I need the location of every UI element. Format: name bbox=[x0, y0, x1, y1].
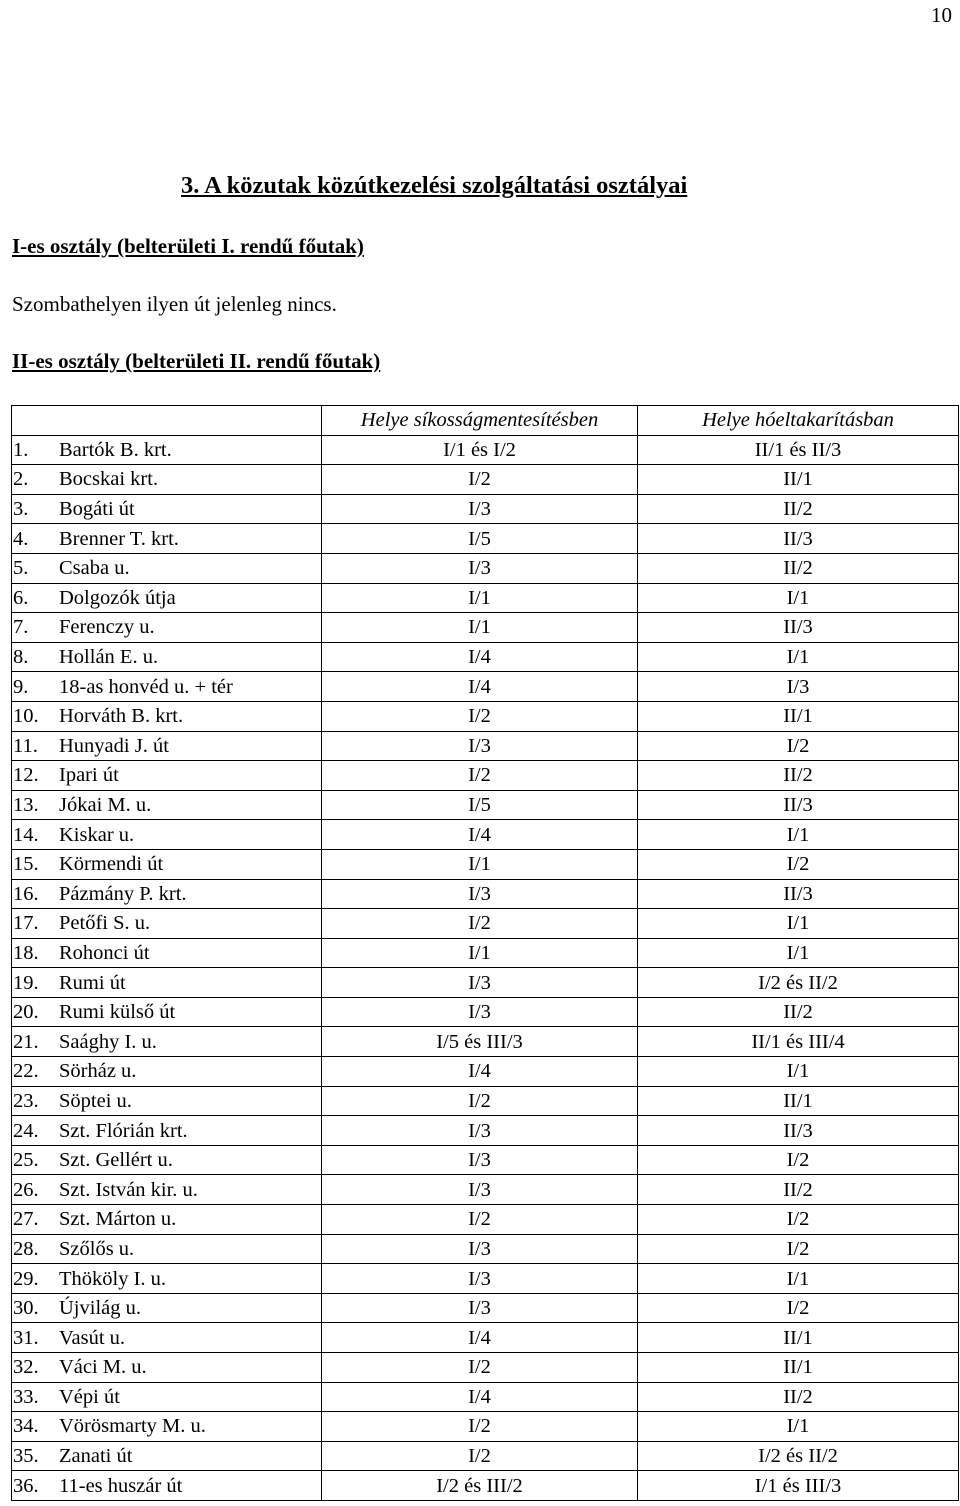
deicing-class-cell: I/3 bbox=[322, 1264, 638, 1294]
deicing-class-cell: I/1 bbox=[322, 849, 638, 879]
road-name-cell bbox=[12, 849, 322, 879]
road-name: Ipari út bbox=[59, 764, 119, 787]
table-row bbox=[12, 1175, 959, 1205]
snow-removal-class-cell: I/1 bbox=[638, 1264, 959, 1294]
table-row bbox=[12, 1145, 959, 1175]
deicing-class-cell: I/5 bbox=[322, 524, 638, 554]
deicing-class-cell: I/3 bbox=[322, 494, 638, 524]
row-number: 6. bbox=[13, 586, 29, 609]
header-road bbox=[12, 406, 322, 436]
row-number: 3. bbox=[13, 498, 29, 521]
road-name: Dolgozók útja bbox=[59, 586, 176, 609]
deicing-class-cell: I/2 bbox=[322, 1086, 638, 1116]
row-number: 16. bbox=[13, 882, 39, 905]
table-header-row bbox=[12, 406, 959, 436]
table-row bbox=[12, 761, 959, 791]
road-name-cell bbox=[12, 435, 322, 465]
snow-removal-class-cell: I/2 bbox=[638, 849, 959, 879]
row-number: 25. bbox=[13, 1149, 39, 1172]
snow-removal-class-cell: II/1 és II/3 bbox=[638, 435, 959, 465]
road-name: Hunyadi J. út bbox=[59, 734, 169, 757]
road-name: Petőfi S. u. bbox=[59, 912, 151, 935]
road-name-cell bbox=[12, 1293, 322, 1323]
road-name: Körmendi út bbox=[59, 853, 164, 876]
table-row bbox=[12, 731, 959, 761]
snow-removal-class-cell: II/2 bbox=[638, 553, 959, 583]
snow-removal-class-cell: II/3 bbox=[638, 524, 959, 554]
snow-removal-class-cell: II/2 bbox=[638, 997, 959, 1027]
table-row bbox=[12, 879, 959, 909]
road-name: Vasút u. bbox=[59, 1326, 126, 1349]
road-name: Szt. Gellért u. bbox=[59, 1149, 173, 1172]
row-number: 31. bbox=[13, 1326, 39, 1349]
table-row bbox=[12, 583, 959, 613]
road-name-cell bbox=[12, 1175, 322, 1205]
deicing-class-cell: I/2 bbox=[322, 465, 638, 495]
road-name-cell bbox=[12, 1323, 322, 1353]
table-row bbox=[12, 1293, 959, 1323]
row-number: 19. bbox=[13, 971, 39, 994]
roads-table bbox=[11, 405, 959, 1501]
deicing-class-cell: I/3 bbox=[322, 1116, 638, 1146]
deicing-class-cell: I/4 bbox=[322, 1057, 638, 1087]
road-name: Jókai M. u. bbox=[59, 794, 152, 817]
road-name: Horváth B. krt. bbox=[59, 705, 184, 728]
snow-removal-class-cell: II/1 bbox=[638, 1086, 959, 1116]
road-name-cell bbox=[12, 1145, 322, 1175]
table-row bbox=[12, 1471, 959, 1501]
header-deicing: Helye síkosságmentesítésben bbox=[322, 406, 638, 436]
table-row bbox=[12, 938, 959, 968]
class-1-text: Szombathelyen ilyen út jelenleg nincs. bbox=[12, 292, 337, 316]
row-number: 1. bbox=[13, 438, 29, 461]
snow-removal-class-cell: II/2 bbox=[638, 761, 959, 791]
deicing-class-cell: I/2 és III/2 bbox=[322, 1471, 638, 1501]
table-row bbox=[12, 701, 959, 731]
deicing-class-cell: I/3 bbox=[322, 968, 638, 998]
deicing-class-cell: I/4 bbox=[322, 642, 638, 672]
row-number: 20. bbox=[13, 1001, 39, 1024]
deicing-class-cell: I/3 bbox=[322, 1145, 638, 1175]
road-name: Brenner T. krt. bbox=[59, 527, 179, 550]
snow-removal-class-cell: I/1 bbox=[638, 583, 959, 613]
road-name: Pázmány P. krt. bbox=[59, 882, 187, 905]
road-name: Újvilág u. bbox=[59, 1297, 141, 1320]
snow-removal-class-cell: II/2 bbox=[638, 1382, 959, 1412]
snow-removal-class-cell: I/1 bbox=[638, 820, 959, 850]
road-name: 18-as honvéd u. + tér bbox=[59, 675, 233, 698]
road-name: Vörösmarty M. u. bbox=[59, 1415, 206, 1438]
row-number: 9. bbox=[13, 675, 29, 698]
road-name-cell bbox=[12, 494, 322, 524]
road-name: Söptei u. bbox=[59, 1089, 132, 1112]
row-number: 33. bbox=[13, 1385, 39, 1408]
table-row bbox=[12, 1234, 959, 1264]
snow-removal-class-cell: II/3 bbox=[638, 879, 959, 909]
row-number: 35. bbox=[13, 1445, 39, 1468]
deicing-class-cell: I/1 bbox=[322, 938, 638, 968]
table-row bbox=[12, 1412, 959, 1442]
snow-removal-class-cell: I/2 bbox=[638, 1293, 959, 1323]
road-name-cell bbox=[12, 1116, 322, 1146]
snow-removal-class-cell: I/1 bbox=[638, 1057, 959, 1087]
snow-removal-class-cell: I/1 bbox=[638, 642, 959, 672]
deicing-class-cell: I/5 és III/3 bbox=[322, 1027, 638, 1057]
table-row bbox=[12, 790, 959, 820]
page-number: 10 bbox=[931, 3, 952, 27]
road-name-cell bbox=[12, 968, 322, 998]
road-name: Zanati út bbox=[59, 1445, 133, 1468]
road-name-cell bbox=[12, 1471, 322, 1501]
row-number: 27. bbox=[13, 1208, 39, 1231]
table-row bbox=[12, 553, 959, 583]
snow-removal-class-cell: II/2 bbox=[638, 1175, 959, 1205]
road-name: Szt. István kir. u. bbox=[59, 1178, 198, 1201]
snow-removal-class-cell: I/1 bbox=[638, 1412, 959, 1442]
road-name-cell bbox=[12, 879, 322, 909]
road-name-cell bbox=[12, 731, 322, 761]
table-row bbox=[12, 1057, 959, 1087]
deicing-class-cell: I/4 bbox=[322, 1382, 638, 1412]
snow-removal-class-cell: II/1 és III/4 bbox=[638, 1027, 959, 1057]
road-name-cell bbox=[12, 1441, 322, 1471]
road-name: Saághy I. u. bbox=[59, 1030, 157, 1053]
row-number: 2. bbox=[13, 468, 29, 491]
deicing-class-cell: I/4 bbox=[322, 672, 638, 702]
road-name: Szt. Márton u. bbox=[59, 1208, 177, 1231]
road-name: Hollán E. u. bbox=[59, 646, 159, 669]
snow-removal-class-cell: I/3 bbox=[638, 672, 959, 702]
deicing-class-cell: I/3 bbox=[322, 1175, 638, 1205]
road-name: Rumi külső út bbox=[59, 1001, 176, 1024]
road-name-cell bbox=[12, 1264, 322, 1294]
deicing-class-cell: I/5 bbox=[322, 790, 638, 820]
deicing-class-cell: I/3 bbox=[322, 997, 638, 1027]
table-row bbox=[12, 613, 959, 643]
deicing-class-cell: I/1 és I/2 bbox=[322, 435, 638, 465]
snow-removal-class-cell: I/2 és II/2 bbox=[638, 968, 959, 998]
road-name-cell bbox=[12, 1353, 322, 1383]
road-name-cell bbox=[12, 672, 322, 702]
deicing-class-cell: I/2 bbox=[322, 761, 638, 791]
table-row bbox=[12, 849, 959, 879]
row-number: 24. bbox=[13, 1119, 39, 1142]
table-row bbox=[12, 435, 959, 465]
table-row bbox=[12, 1382, 959, 1412]
snow-removal-class-cell: II/1 bbox=[638, 701, 959, 731]
roads-table-body bbox=[12, 435, 959, 1500]
row-number: 29. bbox=[13, 1267, 39, 1290]
deicing-class-cell: I/3 bbox=[322, 553, 638, 583]
road-name-cell bbox=[12, 613, 322, 643]
road-name: Szt. Flórián krt. bbox=[59, 1119, 188, 1142]
table-row bbox=[12, 1264, 959, 1294]
deicing-class-cell: I/2 bbox=[322, 1205, 638, 1235]
row-number: 15. bbox=[13, 853, 39, 876]
road-name: Rumi út bbox=[59, 971, 126, 994]
deicing-class-cell: I/3 bbox=[322, 1293, 638, 1323]
road-name: 11-es huszár út bbox=[59, 1474, 183, 1497]
deicing-class-cell: I/3 bbox=[322, 731, 638, 761]
road-name: Váci M. u. bbox=[59, 1356, 147, 1379]
deicing-class-cell: I/2 bbox=[322, 909, 638, 939]
class-1-heading: I-es osztály (belterületi I. rendű főutak) bbox=[12, 234, 364, 258]
road-name: Bartók B. krt. bbox=[59, 438, 172, 461]
table-row bbox=[12, 1353, 959, 1383]
table-row bbox=[12, 1323, 959, 1353]
road-name-cell bbox=[12, 820, 322, 850]
table-row bbox=[12, 1205, 959, 1235]
road-name-cell bbox=[12, 465, 322, 495]
deicing-class-cell: I/2 bbox=[322, 1353, 638, 1383]
deicing-class-cell: I/1 bbox=[322, 583, 638, 613]
road-name-cell bbox=[12, 909, 322, 939]
row-number: 28. bbox=[13, 1237, 39, 1260]
road-name: Sörház u. bbox=[59, 1060, 137, 1083]
deicing-class-cell: I/4 bbox=[322, 820, 638, 850]
row-number: 21. bbox=[13, 1030, 39, 1053]
table-row bbox=[12, 524, 959, 554]
road-name-cell bbox=[12, 761, 322, 791]
road-name-cell bbox=[12, 701, 322, 731]
road-name-cell bbox=[12, 1086, 322, 1116]
table-row bbox=[12, 465, 959, 495]
snow-removal-class-cell: II/2 bbox=[638, 494, 959, 524]
table-row bbox=[12, 820, 959, 850]
snow-removal-class-cell: II/3 bbox=[638, 790, 959, 820]
deicing-class-cell: I/4 bbox=[322, 1323, 638, 1353]
snow-removal-class-cell: II/1 bbox=[638, 1323, 959, 1353]
road-name: Csaba u. bbox=[59, 557, 130, 580]
header-snow-removal: Helye hóeltakarításban bbox=[638, 406, 959, 436]
row-number: 26. bbox=[13, 1178, 39, 1201]
road-name-cell bbox=[12, 1205, 322, 1235]
snow-removal-class-cell: II/3 bbox=[638, 613, 959, 643]
road-name: Szőlős u. bbox=[59, 1237, 135, 1260]
table-row bbox=[12, 1116, 959, 1146]
road-name: Bogáti út bbox=[59, 498, 135, 521]
table-row bbox=[12, 1086, 959, 1116]
road-name-cell bbox=[12, 1382, 322, 1412]
row-number: 13. bbox=[13, 794, 39, 817]
row-number: 23. bbox=[13, 1089, 39, 1112]
row-number: 32. bbox=[13, 1356, 39, 1379]
road-name-cell bbox=[12, 583, 322, 613]
row-number: 22. bbox=[13, 1060, 39, 1083]
snow-removal-class-cell: I/2 bbox=[638, 731, 959, 761]
road-name-cell bbox=[12, 1057, 322, 1087]
section-title: 3. A közutak közútkezelési szolgáltatási osztályai bbox=[181, 172, 688, 199]
snow-removal-class-cell: I/2 és II/2 bbox=[638, 1441, 959, 1471]
row-number: 14. bbox=[13, 823, 39, 846]
table-row bbox=[12, 1441, 959, 1471]
road-name-cell bbox=[12, 997, 322, 1027]
snow-removal-class-cell: I/1 bbox=[638, 909, 959, 939]
snow-removal-class-cell: I/2 bbox=[638, 1145, 959, 1175]
table-row bbox=[12, 997, 959, 1027]
table-row bbox=[12, 968, 959, 998]
snow-removal-class-cell: I/2 bbox=[638, 1205, 959, 1235]
row-number: 17. bbox=[13, 912, 39, 935]
road-name-cell bbox=[12, 524, 322, 554]
road-name: Thököly I. u. bbox=[59, 1267, 167, 1290]
road-name: Rohonci út bbox=[59, 941, 150, 964]
row-number: 12. bbox=[13, 764, 39, 787]
row-number: 10. bbox=[13, 705, 39, 728]
table-row bbox=[12, 494, 959, 524]
road-name-cell bbox=[12, 642, 322, 672]
row-number: 7. bbox=[13, 616, 29, 639]
snow-removal-class-cell: I/1 bbox=[638, 938, 959, 968]
road-name: Vépi út bbox=[59, 1385, 120, 1408]
row-number: 36. bbox=[13, 1474, 39, 1497]
snow-removal-class-cell: I/2 bbox=[638, 1234, 959, 1264]
road-name-cell bbox=[12, 1234, 322, 1264]
row-number: 34. bbox=[13, 1415, 39, 1438]
class-2-heading: II-es osztály (belterületi II. rendű főutak) bbox=[12, 349, 381, 373]
row-number: 8. bbox=[13, 646, 29, 669]
row-number: 11. bbox=[13, 734, 38, 757]
road-name: Kiskar u. bbox=[59, 823, 135, 846]
table-row bbox=[12, 1027, 959, 1057]
deicing-class-cell: I/3 bbox=[322, 879, 638, 909]
deicing-class-cell: I/2 bbox=[322, 1412, 638, 1442]
table-row bbox=[12, 642, 959, 672]
row-number: 30. bbox=[13, 1297, 39, 1320]
snow-removal-class-cell: II/1 bbox=[638, 1353, 959, 1383]
deicing-class-cell: I/3 bbox=[322, 1234, 638, 1264]
deicing-class-cell: I/2 bbox=[322, 701, 638, 731]
road-name-cell bbox=[12, 1027, 322, 1057]
deicing-class-cell: I/2 bbox=[322, 1441, 638, 1471]
road-name-cell bbox=[12, 1412, 322, 1442]
row-number: 18. bbox=[13, 941, 39, 964]
road-name-cell bbox=[12, 938, 322, 968]
deicing-class-cell: I/1 bbox=[322, 613, 638, 643]
road-name: Bocskai krt. bbox=[59, 468, 159, 491]
table-row bbox=[12, 672, 959, 702]
snow-removal-class-cell: II/1 bbox=[638, 465, 959, 495]
table-row bbox=[12, 909, 959, 939]
road-name: Ferenczy u. bbox=[59, 616, 155, 639]
row-number: 4. bbox=[13, 527, 29, 550]
snow-removal-class-cell: II/3 bbox=[638, 1116, 959, 1146]
road-name-cell bbox=[12, 790, 322, 820]
snow-removal-class-cell: I/1 és III/3 bbox=[638, 1471, 959, 1501]
row-number: 5. bbox=[13, 557, 29, 580]
road-name-cell bbox=[12, 553, 322, 583]
